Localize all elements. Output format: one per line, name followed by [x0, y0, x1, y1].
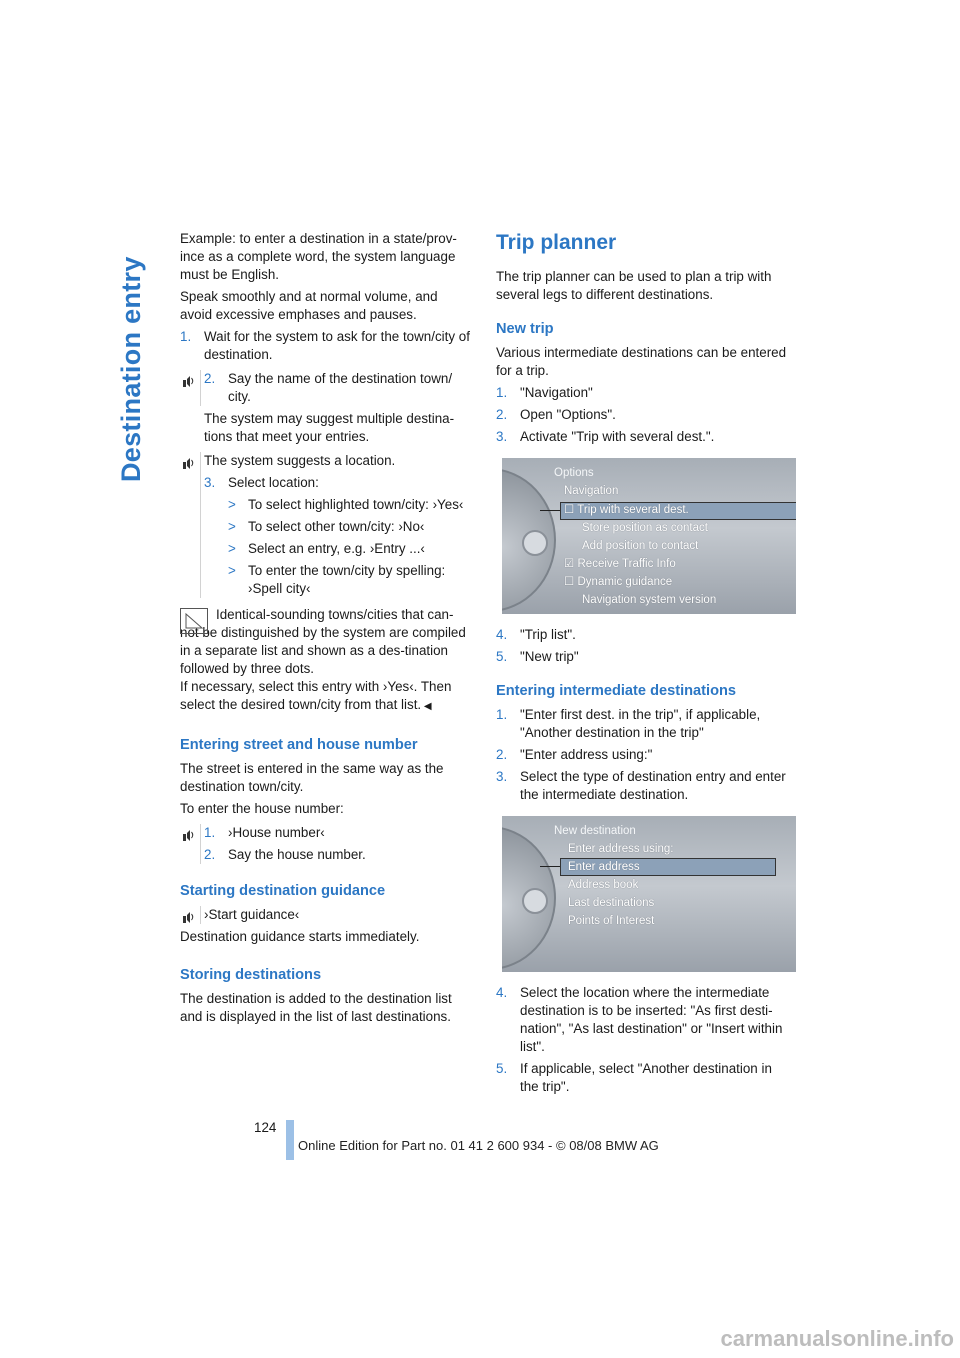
intro-paragraph-2: Speak smoothly and at normal volume, and avoid excessive emphases and pauses. [180, 289, 438, 322]
step-text: If applicable, select "Another destination in the trip". [520, 1061, 772, 1094]
step-item [204, 474, 470, 492]
step-text: "Navigation" [520, 385, 593, 400]
bullet-arrow-icon: > [228, 497, 236, 512]
step-number: 1. [496, 707, 508, 722]
start-guidance-command: ›Start guidance‹ [204, 907, 300, 922]
menu-item: Store position as contact [582, 522, 708, 534]
menu-item: Last destinations [568, 897, 655, 909]
sub-item [228, 518, 470, 536]
watermark-text: carmanualsonline.info [720, 1326, 954, 1351]
note-block [180, 606, 470, 716]
sub-item [228, 562, 470, 598]
heading-storing: Storing destinations [180, 967, 322, 983]
step-text: "New trip" [520, 649, 579, 664]
step-item [496, 984, 794, 1056]
step-item [496, 746, 794, 764]
voice-command-block [178, 906, 470, 924]
street-paragraph-1: The street is entered in the same way as the destination town/city. [180, 761, 444, 794]
voice-marker [178, 452, 201, 598]
screen-header: Options [554, 467, 594, 479]
end-mark-icon: ◀ [421, 701, 432, 712]
step-item [496, 626, 794, 644]
note-text-2 [180, 678, 470, 716]
step-number: 2. [496, 747, 508, 762]
menu-item: Navigation [564, 485, 619, 497]
step-number: 3. [204, 475, 216, 490]
start-paragraph: Destination guidance starts immediately. [180, 929, 420, 944]
voice-marker [178, 906, 201, 924]
menu-item: Address book [568, 879, 639, 891]
sub-item [228, 496, 470, 514]
suggest-location-text: The system suggests a location. [204, 453, 396, 468]
menu-item: Points of Interest [568, 915, 655, 927]
controller-dot [522, 530, 548, 556]
sub-item-text: To select highlighted town/city: ›Yes‹ [248, 497, 464, 512]
bullet-arrow-icon: > [228, 519, 236, 534]
step-text: Select location: [228, 475, 319, 490]
menu-item: Add position to contact [582, 540, 699, 552]
suggest-multiple-text: The system may suggest multiple destina-tions that meet your entries. [204, 411, 455, 444]
step-number: 1. [496, 385, 508, 400]
step-item [496, 768, 794, 804]
step-number: 4. [496, 627, 508, 642]
street-paragraph-2: To enter the house number: [180, 801, 344, 816]
chapter-side-title [116, 228, 156, 488]
step-item [496, 406, 794, 424]
step-number: 4. [496, 985, 508, 1000]
step-item [204, 846, 470, 864]
heading-new-trip: New trip [496, 321, 554, 337]
sub-item-text: To select other town/city: ›No‹ [248, 519, 425, 534]
sub-item-text: Select an entry, e.g. ›Entry ...‹ [248, 541, 425, 556]
step-item [496, 648, 794, 666]
menu-item: Navigation system version [582, 594, 717, 606]
voice-command-icon [181, 456, 195, 470]
step-number: 5. [496, 649, 508, 664]
step-item [496, 384, 794, 402]
menu-item: ☐ Dynamic guidance [564, 576, 673, 588]
heading-start-guidance: Starting destination guidance [180, 883, 386, 899]
voice-command-block [178, 824, 470, 864]
heading-intermediate: Entering intermediate destinations [496, 683, 737, 699]
step-text: "Enter first dest. in the trip", if applicable, "Another destination in the trip" [520, 707, 761, 740]
options-screenshot [502, 458, 796, 614]
sub-item [228, 540, 470, 558]
footer-edition-text: Online Edition for Part no. 01 41 2 600 934 - © 08/08 BMW AG [298, 1138, 659, 1153]
pointer-line [540, 866, 560, 867]
note-text-span: Identical-sounding towns/cities that can-not be distinguished by the system are compiled in a separate list and shown as a des-tination followed by three dots. [180, 607, 466, 676]
new-trip-paragraph: Various intermediate destinations can be entered for a trip. [496, 345, 787, 378]
step-text: Wait for the system to ask for the town/city of destination. [204, 329, 470, 362]
step-text: Say the house number. [228, 847, 366, 862]
bullet-arrow-icon: > [228, 541, 236, 556]
voice-command-icon [181, 374, 195, 388]
voice-command-icon [181, 828, 195, 842]
step-text: "Trip list". [520, 627, 576, 642]
step-text: Say the name of the destination town/ city. [228, 371, 453, 404]
step-number: 1. [204, 825, 216, 840]
heading-trip-planner: Trip planner [496, 231, 617, 254]
step-item [204, 370, 470, 406]
step-item [496, 706, 794, 742]
step-text: Activate "Trip with several dest.". [520, 429, 715, 444]
step-item [496, 1060, 794, 1096]
step-number: 2. [204, 847, 216, 862]
step-text: Select the type of destination entry and enter the intermediate destination. [520, 769, 786, 802]
step-text: ›House number‹ [228, 825, 325, 840]
step-item [496, 428, 794, 446]
menu-item: Enter address [568, 861, 640, 873]
menu-item: Enter address using: [568, 843, 674, 855]
new-destination-screenshot [502, 816, 796, 972]
bullet-arrow-icon: > [228, 563, 236, 578]
sub-item-text: To enter the town/city by spelling: ›Spell city‹ [248, 563, 446, 596]
left-column [180, 230, 470, 1030]
voice-marker [178, 824, 201, 864]
intro-paragraph-1: Example: to enter a destination in a state/prov-ince as a complete word, the system language must be English. [180, 231, 457, 282]
step-number: 1. [180, 329, 192, 344]
pointer-line [540, 510, 560, 511]
step-number: 3. [496, 429, 508, 444]
footer-accent-bar [286, 1120, 294, 1160]
chapter-title-text: Destination entry [116, 256, 146, 482]
step-item [204, 824, 470, 842]
step-text: Open "Options". [520, 407, 616, 422]
step-number: 3. [496, 769, 508, 784]
voice-command-block [178, 370, 470, 406]
step-number: 5. [496, 1061, 508, 1076]
voice-command-icon [181, 910, 195, 924]
step-text: Select the location where the intermediate destination is to be inserted: "As first desti-nation", "As last destination" or "Insert within list". [520, 985, 783, 1054]
voice-marker [178, 370, 201, 406]
note-text-2-span: If necessary, select this entry with ›Yes‹. Then select the desired town/city from that list. [180, 679, 452, 712]
menu-item: ☐ Trip with several dest. [564, 504, 689, 516]
page-number: 124 [254, 1120, 277, 1135]
step-item [180, 328, 470, 364]
step-number: 2. [496, 407, 508, 422]
step-text: "Enter address using:" [520, 747, 653, 762]
screen-header: New destination [554, 825, 636, 837]
menu-item: ☑ Receive Traffic Info [564, 558, 676, 570]
note-text [180, 606, 470, 678]
voice-command-block [178, 452, 470, 598]
right-column [496, 230, 794, 1100]
store-paragraph: The destination is added to the destination list and is displayed in the list of last destinations. [180, 991, 452, 1024]
trip-paragraph: The trip planner can be used to plan a trip with several legs to different destinations. [496, 269, 772, 302]
step-number: 2. [204, 371, 216, 386]
controller-dot [522, 888, 548, 914]
note-triangle-icon [180, 608, 208, 634]
heading-street-house: Entering street and house number [180, 737, 418, 753]
